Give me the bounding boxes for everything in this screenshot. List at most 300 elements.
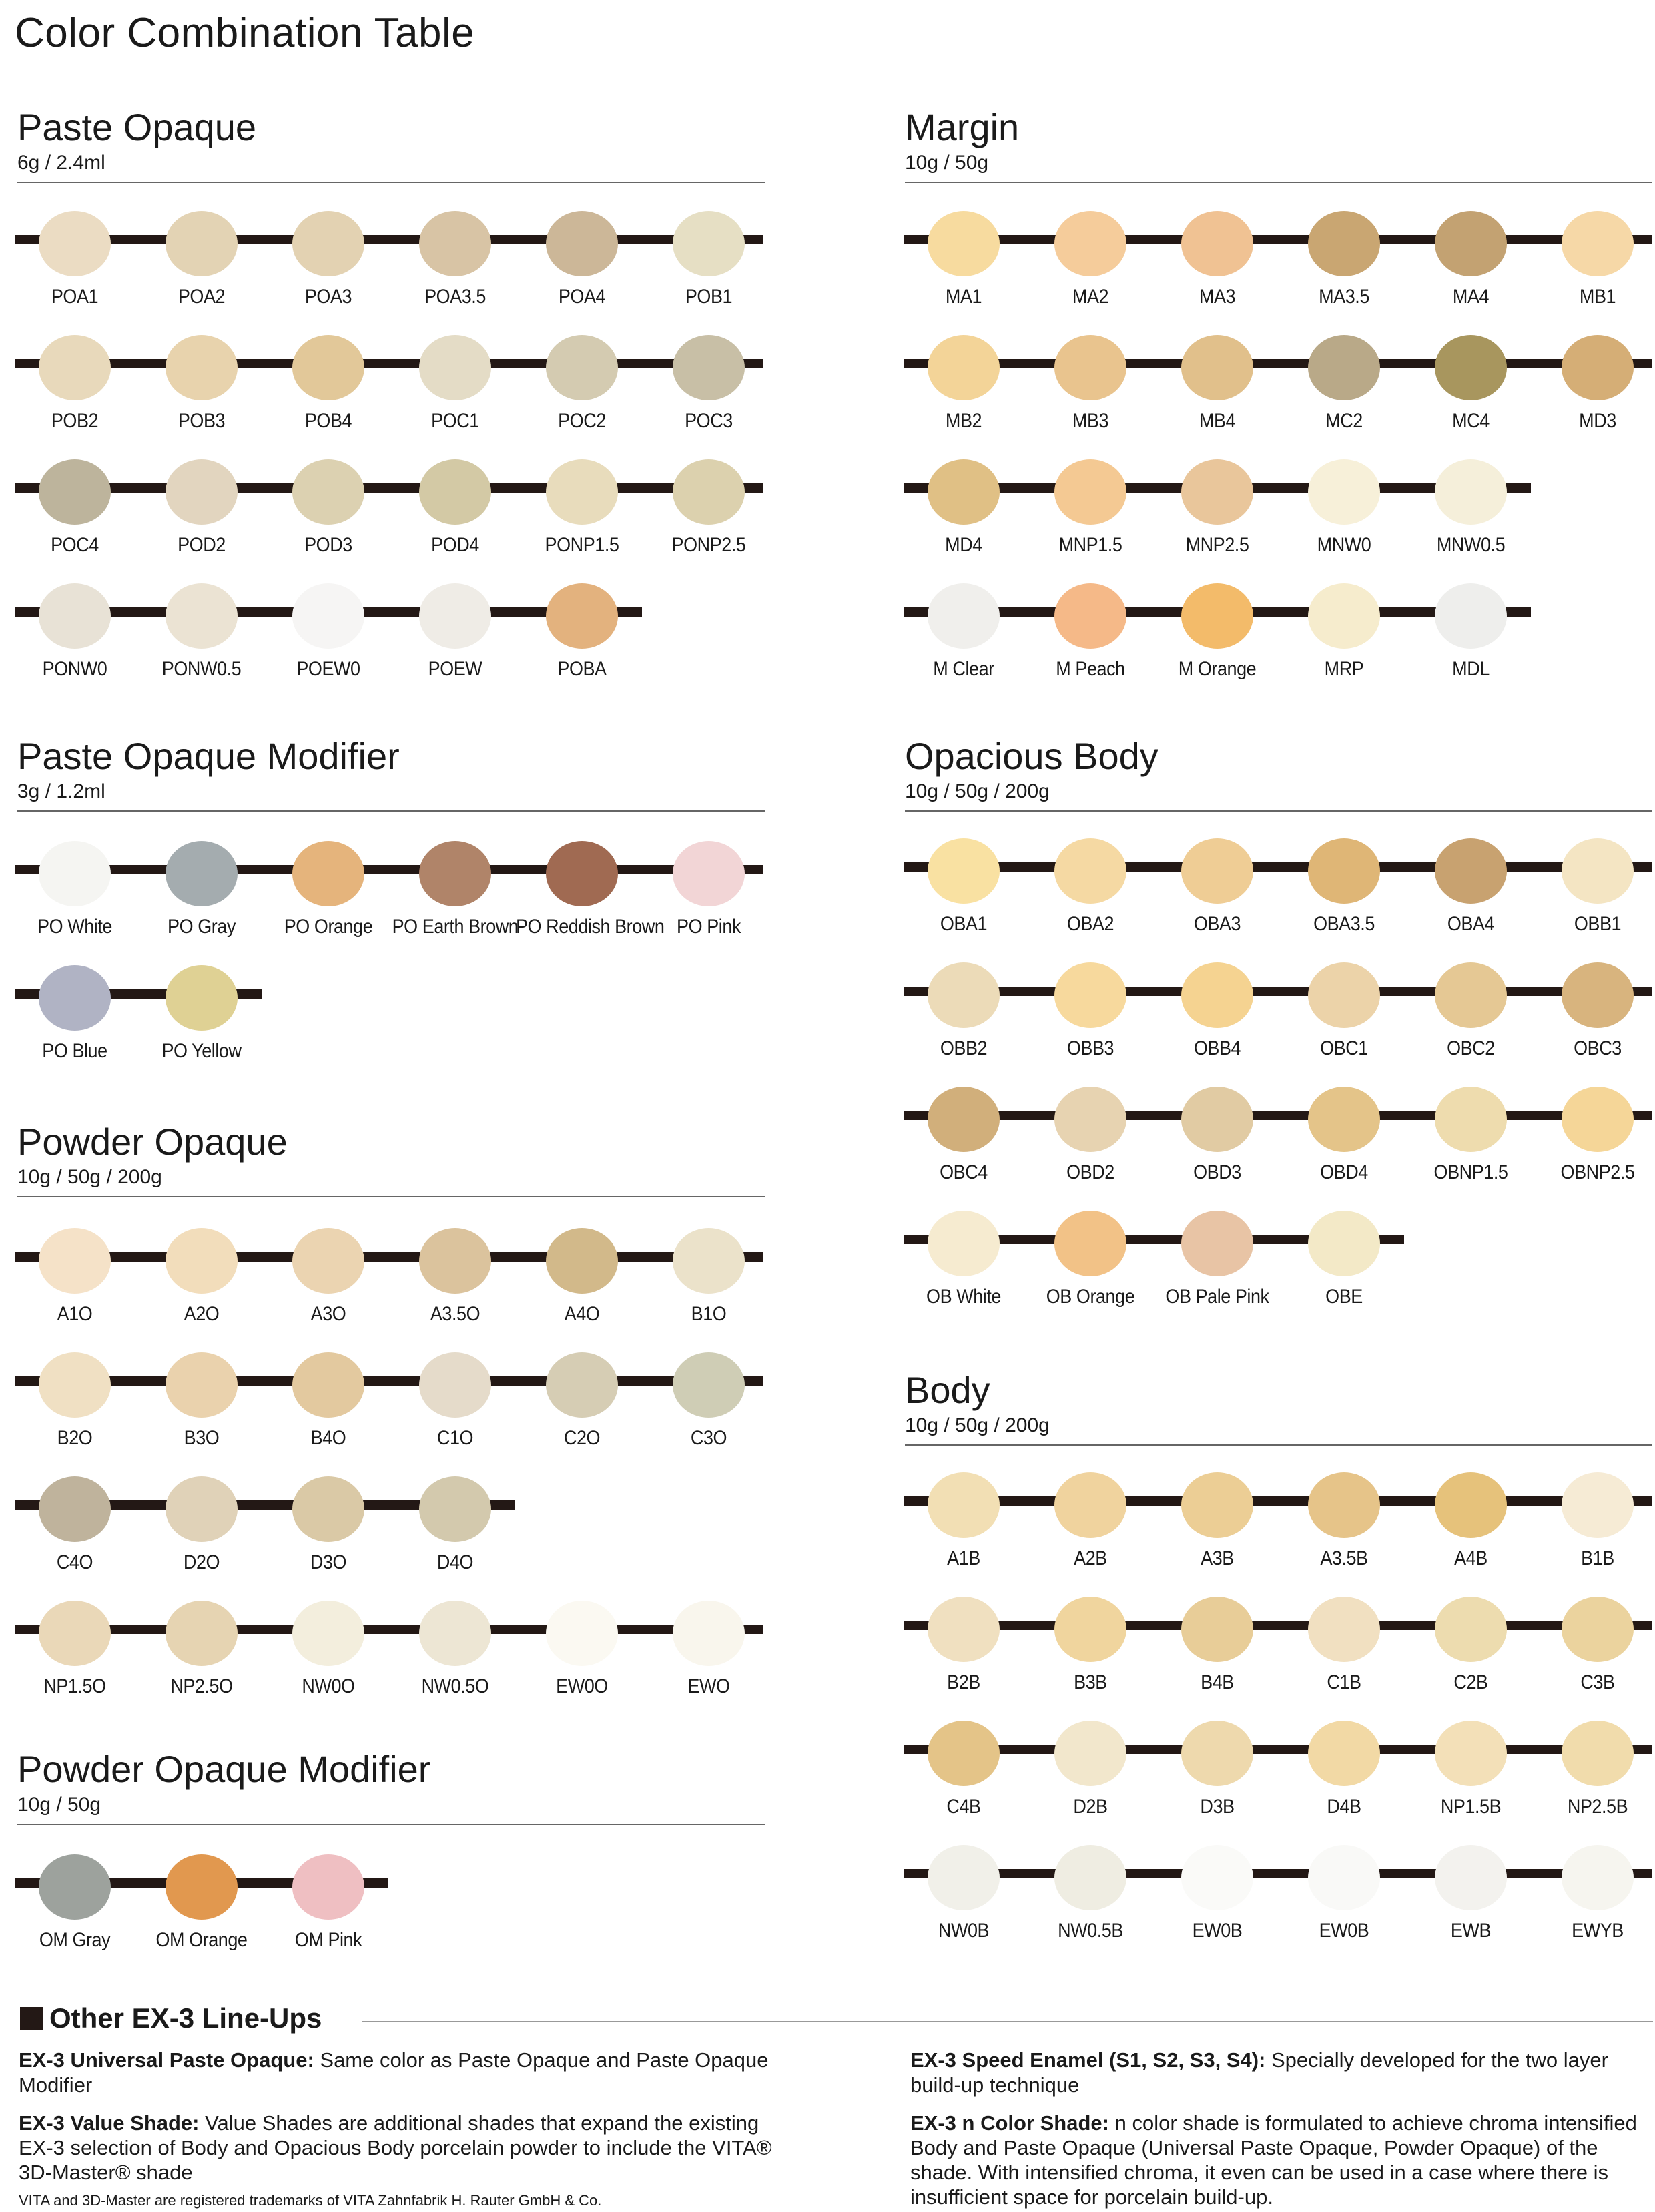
swatch-label: PONP2.5 xyxy=(671,534,746,556)
swatch-label: MNW0.5 xyxy=(1436,534,1506,556)
color-swatch xyxy=(1017,211,1164,308)
swatch-color-circle xyxy=(928,1845,1000,1910)
swatch-color-circle xyxy=(673,1601,745,1666)
swatch-label: OBC3 xyxy=(1574,1037,1622,1059)
color-swatch xyxy=(890,838,1037,936)
swatch-label: OB Pale Pink xyxy=(1165,1286,1269,1308)
color-swatch xyxy=(890,1087,1037,1184)
swatch-label: B3B xyxy=(1074,1671,1107,1693)
swatch-color-circle xyxy=(546,335,618,400)
color-swatch xyxy=(509,459,655,557)
swatch-color-circle xyxy=(1562,1845,1634,1910)
note-term: EX-3 n Color Shade: xyxy=(910,2111,1109,2135)
color-swatch xyxy=(128,459,275,557)
swatch-color-circle xyxy=(1435,583,1507,649)
color-swatch xyxy=(128,1352,275,1450)
swatch-label: OBA3.5 xyxy=(1313,913,1375,935)
swatch-color-circle xyxy=(419,1476,491,1542)
swatch-color-circle xyxy=(166,1601,238,1666)
swatch-color-circle xyxy=(546,841,618,906)
color-swatch xyxy=(890,1597,1037,1694)
color-swatch xyxy=(382,1601,529,1698)
color-swatch xyxy=(1,1352,148,1450)
swatch-label: M Clear xyxy=(933,658,994,680)
swatch-label: POD2 xyxy=(178,534,226,556)
note-term: EX-3 Universal Paste Opaque: xyxy=(19,2048,314,2072)
swatch-row xyxy=(15,1352,763,1449)
swatch-color-circle xyxy=(1181,583,1253,649)
swatch-color-circle xyxy=(1054,1845,1126,1910)
section-subtitle: 10g / 50g / 200g xyxy=(905,780,1050,802)
color-swatch xyxy=(509,583,655,681)
swatch-row xyxy=(15,1601,763,1697)
swatch-color-circle xyxy=(1435,1472,1507,1538)
color-swatch xyxy=(255,335,402,433)
swatch-label: C4O xyxy=(56,1551,93,1573)
color-swatch xyxy=(255,583,402,681)
swatch-color-circle xyxy=(1435,1845,1507,1910)
color-swatch xyxy=(128,583,275,681)
swatch-color-circle xyxy=(546,1228,618,1294)
swatch-label: PO Earth Brown xyxy=(392,916,519,938)
swatch-label: PO Orange xyxy=(284,916,373,938)
swatch-color-circle xyxy=(419,459,491,525)
section-title: Powder Opaque Modifier xyxy=(17,1748,431,1790)
swatch-label: MRP xyxy=(1324,658,1364,680)
swatch-label: MB3 xyxy=(1072,410,1109,432)
swatch-label: A3O xyxy=(310,1303,346,1325)
color-swatch xyxy=(1271,1845,1417,1942)
section-subtitle: 10g / 50g xyxy=(17,1793,101,1816)
swatch-label: EW0B xyxy=(1319,1920,1369,1942)
note-text: n color shade is formulated to achieve chroma intensified Body and Paste Opaque (Universal Paste Opaque, Powder Opaque) of the shade. With intensified chroma, it even can be used in a case where there is insufficient space for porcelain build-up. xyxy=(910,2111,1637,2209)
color-swatch xyxy=(890,211,1037,308)
color-swatch xyxy=(1017,1845,1164,1942)
swatch-color-circle xyxy=(1181,1211,1253,1276)
swatch-label: MB2 xyxy=(945,410,982,432)
color-swatch xyxy=(1397,583,1544,681)
swatch-label: OM Pink xyxy=(294,1929,362,1951)
color-swatch xyxy=(1524,211,1655,308)
swatch-row xyxy=(904,1472,1652,1569)
swatch-color-circle xyxy=(546,583,618,649)
swatch-label: PO White xyxy=(37,916,112,938)
color-swatch xyxy=(1,1476,148,1574)
swatch-row xyxy=(15,841,763,938)
swatch-color-circle xyxy=(292,1228,364,1294)
swatch-label: MD3 xyxy=(1579,410,1616,432)
color-swatch xyxy=(1524,1472,1655,1570)
swatch-color-circle xyxy=(292,459,364,525)
swatch-label: OBC1 xyxy=(1320,1037,1368,1059)
swatch-color-circle xyxy=(1562,838,1634,904)
color-swatch xyxy=(890,1721,1037,1818)
swatch-color-circle xyxy=(1308,1845,1380,1910)
swatch-color-circle xyxy=(1054,838,1126,904)
color-swatch xyxy=(635,211,782,308)
swatch-label: NP2.5B xyxy=(1567,1795,1628,1818)
swatch-color-circle xyxy=(166,1476,238,1542)
swatch-color-circle xyxy=(1562,1087,1634,1152)
color-swatch xyxy=(1144,962,1291,1060)
color-swatch xyxy=(382,211,529,308)
swatch-color-circle xyxy=(1308,962,1380,1028)
swatch-label: OBNP1.5 xyxy=(1433,1161,1508,1183)
swatch-color-circle xyxy=(419,1228,491,1294)
swatch-label: B1B xyxy=(1581,1547,1614,1569)
swatch-color-circle xyxy=(1435,1597,1507,1662)
swatch-color-circle xyxy=(1308,583,1380,649)
swatch-color-circle xyxy=(166,335,238,400)
note-term: EX-3 Speed Enamel (S1, S2, S3, S4): xyxy=(910,2048,1266,2072)
section-opacious-body xyxy=(905,734,1652,812)
color-swatch xyxy=(1397,1721,1544,1818)
color-swatch xyxy=(1144,1721,1291,1818)
color-swatch xyxy=(1017,838,1164,936)
section-subtitle: 10g / 50g xyxy=(905,152,989,174)
swatch-color-circle xyxy=(39,583,111,649)
swatch-label: A1B xyxy=(947,1547,980,1569)
swatch-label: OBD4 xyxy=(1320,1161,1368,1183)
swatch-color-circle xyxy=(1054,211,1126,276)
color-swatch xyxy=(1271,583,1417,681)
swatch-row xyxy=(15,335,763,432)
color-swatch xyxy=(1,1854,148,1952)
swatch-color-circle xyxy=(1054,1597,1126,1662)
swatch-label: MC2 xyxy=(1325,410,1363,432)
swatch-color-circle xyxy=(928,838,1000,904)
swatch-label: A2O xyxy=(184,1303,220,1325)
swatch-color-circle xyxy=(1435,1721,1507,1786)
swatch-color-circle xyxy=(1308,838,1380,904)
swatch-label: POC3 xyxy=(685,410,733,432)
color-swatch xyxy=(1,1228,148,1326)
color-swatch xyxy=(1271,459,1417,557)
swatch-row xyxy=(904,211,1652,308)
swatch-color-circle xyxy=(1435,838,1507,904)
swatch-color-circle xyxy=(419,1352,491,1418)
swatch-label: MA4 xyxy=(1452,286,1490,308)
swatch-label: D4B xyxy=(1327,1795,1361,1818)
swatch-label: MA3 xyxy=(1199,286,1236,308)
section-body xyxy=(905,1368,1652,1446)
color-swatch xyxy=(128,335,275,433)
swatch-label: PO Blue xyxy=(42,1040,107,1062)
swatch-row xyxy=(904,1721,1652,1818)
swatch-color-circle xyxy=(39,1854,111,1920)
swatch-color-circle xyxy=(1308,211,1380,276)
swatch-color-circle xyxy=(546,211,618,276)
color-swatch xyxy=(1017,335,1164,433)
section-divider xyxy=(17,1824,765,1825)
swatch-color-circle xyxy=(1562,1597,1634,1662)
swatch-row xyxy=(904,1087,1652,1183)
swatch-label: OBC4 xyxy=(940,1161,988,1183)
color-swatch xyxy=(1524,962,1655,1060)
swatch-label: MDL xyxy=(1452,658,1490,680)
swatch-color-circle xyxy=(928,1597,1000,1662)
swatch-row xyxy=(904,1845,1652,1942)
color-swatch xyxy=(1397,459,1544,557)
swatch-label: POC1 xyxy=(431,410,479,432)
swatch-label: POEW0 xyxy=(296,658,360,680)
swatch-row xyxy=(904,962,1652,1059)
color-swatch xyxy=(1271,1087,1417,1184)
color-swatch xyxy=(1,211,148,308)
swatch-label: OBC2 xyxy=(1447,1037,1495,1059)
color-swatch xyxy=(1271,1597,1417,1694)
swatch-label: PO Yellow xyxy=(161,1040,242,1062)
color-swatch xyxy=(1017,962,1164,1060)
color-swatch xyxy=(1271,1211,1417,1308)
swatch-label: MB1 xyxy=(1579,286,1616,308)
swatch-color-circle xyxy=(928,1472,1000,1538)
swatch-label: A1O xyxy=(57,1303,93,1325)
color-swatch xyxy=(128,211,275,308)
color-swatch xyxy=(1397,962,1544,1060)
swatch-label: C4B xyxy=(946,1795,981,1818)
swatch-label: EW0B xyxy=(1192,1920,1243,1942)
lineups-heading xyxy=(20,2002,322,2034)
swatch-label: POB4 xyxy=(304,410,352,432)
swatch-row xyxy=(904,1597,1652,1693)
swatch-label: C3O xyxy=(690,1427,727,1449)
swatch-label: MNP2.5 xyxy=(1185,534,1249,556)
note-value-shade xyxy=(19,2111,779,2185)
swatch-color-circle xyxy=(292,335,364,400)
swatch-color-circle xyxy=(928,1087,1000,1152)
color-swatch xyxy=(128,965,275,1063)
color-swatch xyxy=(1017,1087,1164,1184)
swatch-color-circle xyxy=(928,1211,1000,1276)
swatch-label: POB2 xyxy=(51,410,99,432)
swatch-color-circle xyxy=(39,1228,111,1294)
swatch-label: NW0B xyxy=(938,1920,990,1942)
swatch-row xyxy=(904,1211,1404,1308)
swatch-label: POD4 xyxy=(431,534,479,556)
color-swatch xyxy=(382,335,529,433)
color-swatch xyxy=(255,841,402,938)
swatch-color-circle xyxy=(1435,335,1507,400)
swatch-label: D4O xyxy=(436,1551,474,1573)
swatch-color-circle xyxy=(673,1228,745,1294)
section-divider xyxy=(905,810,1652,812)
swatch-row xyxy=(15,459,763,556)
swatch-color-circle xyxy=(292,1601,364,1666)
swatch-color-circle xyxy=(1181,1721,1253,1786)
color-swatch xyxy=(1144,211,1291,308)
color-swatch xyxy=(1524,1087,1655,1184)
swatch-label: PONP1.5 xyxy=(545,534,619,556)
section-title: Paste Opaque xyxy=(17,106,257,148)
swatch-color-circle xyxy=(1562,962,1634,1028)
swatch-color-circle xyxy=(928,962,1000,1028)
swatch-color-circle xyxy=(928,583,1000,649)
swatch-label: A4B xyxy=(1454,1547,1487,1569)
swatch-label: OBB1 xyxy=(1574,913,1622,935)
swatch-color-circle xyxy=(1308,1721,1380,1786)
color-swatch xyxy=(1017,1211,1164,1308)
swatch-row xyxy=(15,583,642,680)
swatch-color-circle xyxy=(546,1601,618,1666)
section-subtitle: 3g / 1.2ml xyxy=(17,780,105,802)
swatch-label: OBD2 xyxy=(1066,1161,1114,1183)
swatch-color-circle xyxy=(673,1352,745,1418)
swatch-color-circle xyxy=(673,335,745,400)
swatch-color-circle xyxy=(166,583,238,649)
color-swatch xyxy=(128,1601,275,1698)
swatch-color-circle xyxy=(39,841,111,906)
swatch-color-circle xyxy=(1054,335,1126,400)
color-swatch xyxy=(509,211,655,308)
swatch-color-circle xyxy=(1181,335,1253,400)
swatch-color-circle xyxy=(166,1228,238,1294)
swatch-label: PONW0 xyxy=(42,658,107,680)
swatch-color-circle xyxy=(1181,962,1253,1028)
swatch-color-circle xyxy=(166,1854,238,1920)
color-swatch xyxy=(635,1352,782,1450)
swatch-label: MD4 xyxy=(945,534,982,556)
swatch-label: C1B xyxy=(1327,1671,1361,1693)
swatch-color-circle xyxy=(673,459,745,525)
color-swatch xyxy=(255,1228,402,1326)
swatch-label: B3O xyxy=(184,1427,220,1449)
swatch-label: OBE xyxy=(1325,1286,1363,1308)
color-swatch xyxy=(1017,1721,1164,1818)
swatch-color-circle xyxy=(419,211,491,276)
color-swatch xyxy=(1,335,148,433)
color-swatch xyxy=(890,459,1037,557)
swatch-label: A3.5O xyxy=(430,1303,480,1325)
swatch-label: A4O xyxy=(564,1303,600,1325)
color-swatch xyxy=(382,583,529,681)
swatch-row xyxy=(15,1228,763,1325)
swatch-label: D3B xyxy=(1200,1795,1235,1818)
color-swatch xyxy=(1144,1087,1291,1184)
swatch-label: MNP1.5 xyxy=(1058,534,1122,556)
swatch-row xyxy=(15,965,262,1062)
swatch-label: NP1.5O xyxy=(43,1675,106,1697)
swatch-color-circle xyxy=(673,211,745,276)
swatch-label: OB White xyxy=(926,1286,1001,1308)
color-swatch xyxy=(255,1352,402,1450)
color-swatch xyxy=(1397,335,1544,433)
swatch-color-circle xyxy=(419,335,491,400)
swatch-color-circle xyxy=(1054,1087,1126,1152)
color-swatch xyxy=(890,1211,1037,1308)
color-swatch xyxy=(509,841,665,938)
swatch-row xyxy=(904,583,1531,680)
color-swatch xyxy=(1524,1845,1655,1942)
color-swatch xyxy=(1524,838,1655,936)
color-swatch xyxy=(1144,1845,1291,1942)
swatch-label: OBA1 xyxy=(940,913,988,935)
swatch-label: B2O xyxy=(57,1427,93,1449)
swatch-label: OBA3 xyxy=(1193,913,1241,935)
swatch-color-circle xyxy=(546,459,618,525)
section-subtitle: 6g / 2.4ml xyxy=(17,152,105,174)
swatch-color-circle xyxy=(1181,1845,1253,1910)
swatch-row xyxy=(15,1854,388,1951)
swatch-label: D2B xyxy=(1073,1795,1108,1818)
color-swatch xyxy=(1397,211,1544,308)
swatch-label: M Orange xyxy=(1178,658,1257,680)
swatch-color-circle xyxy=(419,841,491,906)
color-swatch xyxy=(1,965,148,1063)
swatch-label: OM Gray xyxy=(39,1929,111,1951)
lineups-heading-text: Other EX-3 Line-Ups xyxy=(49,2002,322,2034)
swatch-label: NW0O xyxy=(302,1675,355,1697)
swatch-row xyxy=(904,459,1531,556)
swatch-label: EWO xyxy=(687,1675,730,1697)
color-swatch xyxy=(1,1601,148,1698)
color-swatch xyxy=(1271,211,1417,308)
trademark-notice: VITA and 3D-Master are registered trademarks of VITA Zahnfabrik H. Rauter GmbH & Co. xyxy=(19,2192,602,2209)
swatch-label: MNW0 xyxy=(1317,534,1371,556)
swatch-label: MA2 xyxy=(1072,286,1109,308)
section-divider xyxy=(17,810,765,812)
swatch-label: NP1.5B xyxy=(1440,1795,1502,1818)
section-title: Opacious Body xyxy=(905,735,1158,777)
color-swatch xyxy=(1524,1721,1655,1818)
swatch-label: C3B xyxy=(1580,1671,1615,1693)
color-swatch xyxy=(509,1228,655,1326)
swatch-color-circle xyxy=(1181,1087,1253,1152)
swatch-label: OBB2 xyxy=(940,1037,988,1059)
swatch-label: EWYB xyxy=(1572,1920,1624,1942)
swatch-label: NW0.5B xyxy=(1058,1920,1123,1942)
color-swatch xyxy=(1017,1597,1164,1694)
note-term: EX-3 Value Shade: xyxy=(19,2111,200,2135)
note-text: Same color as Paste Opaque and Paste Opaque Modifier xyxy=(19,2048,769,2097)
color-swatch xyxy=(890,335,1037,433)
section-powder-opaque xyxy=(17,1120,765,1197)
swatch-color-circle xyxy=(1308,1597,1380,1662)
color-swatch xyxy=(1397,838,1544,936)
swatch-label: D3O xyxy=(310,1551,347,1573)
swatch-label: A3.5B xyxy=(1320,1547,1368,1569)
swatch-label: PONW0.5 xyxy=(161,658,242,680)
color-swatch xyxy=(382,459,529,557)
section-divider xyxy=(905,182,1652,183)
section-paste-opaque-modifier xyxy=(17,734,765,812)
color-swatch xyxy=(1144,1211,1291,1308)
swatch-color-circle xyxy=(1308,1211,1380,1276)
color-swatch xyxy=(509,1352,655,1450)
swatch-label: B4O xyxy=(310,1427,346,1449)
color-swatch xyxy=(635,335,782,433)
color-swatch xyxy=(1524,1597,1655,1694)
swatch-color-circle xyxy=(1435,459,1507,525)
page-title: Color Combination Table xyxy=(15,10,475,56)
swatch-label: OM Orange xyxy=(155,1929,248,1951)
swatch-color-circle xyxy=(39,965,111,1031)
swatch-label: EW0O xyxy=(556,1675,608,1697)
section-title: Powder Opaque xyxy=(17,1121,288,1163)
swatch-label: NW0.5O xyxy=(421,1675,489,1697)
swatch-label: POA3.5 xyxy=(424,286,486,308)
swatch-label: C2B xyxy=(1453,1671,1488,1693)
swatch-label: A2B xyxy=(1074,1547,1107,1569)
swatch-color-circle xyxy=(39,1352,111,1418)
swatch-color-circle xyxy=(1562,1472,1634,1538)
color-swatch xyxy=(890,962,1037,1060)
color-swatch xyxy=(635,459,782,557)
section-divider xyxy=(17,1196,765,1197)
swatch-color-circle xyxy=(292,1352,364,1418)
swatch-color-circle xyxy=(166,1352,238,1418)
color-swatch xyxy=(255,211,402,308)
